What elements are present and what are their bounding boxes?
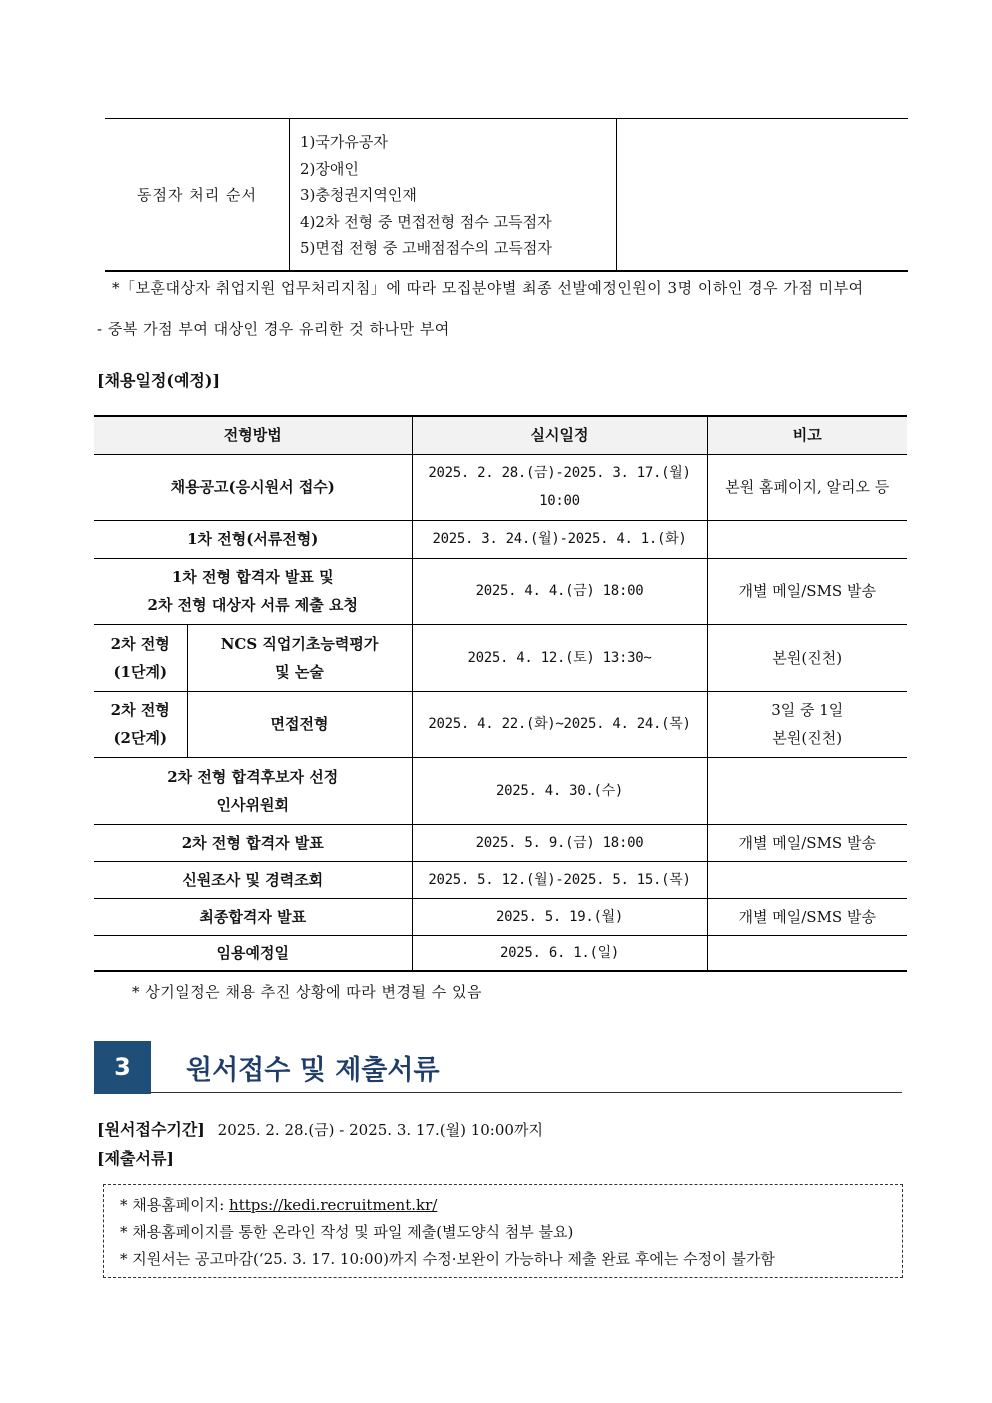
application-period [97,1117,543,1140]
sub-method-cell [187,624,412,691]
note-cell [707,757,907,824]
table-row [94,691,907,757]
method-cell: 최종합격자 발표 [94,898,412,935]
date-cell: 2025. 5. 12.(월)-2025. 5. 15.(목) [412,861,707,898]
table-row [94,454,907,520]
note-line: 3일 중 1일 [771,701,844,719]
list-item: 3)충청권지역인재 [300,186,417,204]
tie-break-empty [617,119,909,271]
note-cell [707,520,907,558]
method-cell: 1차 전형(서류전형) [94,520,412,558]
group-line: 2차 전형 [110,634,170,653]
date-cell: 2025. 5. 9.(금) 18:00 [412,824,707,861]
method-cell [94,757,412,824]
group-cell [94,624,187,691]
schedule-footnote: * 상기일정은 채용 추진 상황에 따라 변경될 수 있음 [132,983,482,1001]
docs-label: [제출서류] [97,1149,174,1168]
period-value: 2025. 2. 28.(금) - 2025. 3. 17.(월) 10:00까지 [217,1121,543,1139]
veterans-note: *「보훈대상자 취업지원 업무처리지침」에 따라 모집분야별 최종 선발예정인원이 3명 이하인 경우 가점 미부여 [112,279,864,297]
date-cell: 2025. 3. 24.(월)-2025. 4. 1.(화) [412,520,707,558]
table-row [94,898,907,935]
date-cell: 2025. 6. 1.(일) [412,935,707,971]
header-date: 실시일정 [412,416,707,454]
date-cell: 2025. 2. 28.(금)-2025. 3. 17.(월) 10:00 [412,454,707,520]
table-row [94,935,907,971]
date-cell: 2025. 4. 4.(금) 18:00 [412,558,707,624]
online-submit-line: * 채용홈페이지를 통한 온라인 작성 및 파일 제출(별도양식 첨부 불요) [120,1223,574,1241]
note-cell [707,861,907,898]
section-divider [151,1092,902,1093]
homepage-link[interactable]: https://kedi.recruitment.kr/ [229,1196,438,1214]
note-line: 본원(진천) [772,729,843,747]
table-row [94,558,907,624]
method-cell [94,558,412,624]
group-line: (1단계) [113,662,168,681]
table-row [94,757,907,824]
group-line: (2단계) [113,729,168,747]
table-row [94,824,907,861]
note-cell: 본원 홈페이지, 알리오 등 [707,454,907,520]
table-header-row [94,416,907,454]
method-cell: 2차 전형 합격자 발표 [94,824,412,861]
tie-break-label: 동점자 처리 순서 [105,119,290,271]
note-cell: 본원(진천) [707,624,907,691]
method-line: 2차 전형 합격후보자 선정 [167,767,339,786]
method-cell: 채용공고(응시원서 접수) [94,454,412,520]
sub-method-cell: 면접전형 [187,691,412,757]
tie-break-list [290,119,617,271]
note-cell: 개별 메일/SMS 발송 [707,898,907,935]
table-row [94,861,907,898]
method-line: 인사위원회 [216,795,289,814]
sub-method-line: 및 논술 [275,662,324,681]
schedule-table [94,415,907,972]
group-line: 2차 전형 [110,701,170,719]
header-method: 전형방법 [94,416,412,454]
section-title: 원서접수 및 제출서류 [186,1055,440,1086]
submission-info-box [103,1184,903,1278]
table-row [94,624,907,691]
tie-break-table [105,118,908,272]
homepage-label: * 채용홈페이지: [120,1196,230,1214]
method-cell: 신원조사 및 경력조회 [94,861,412,898]
group-cell [94,691,187,757]
list-item: 4)2차 전형 중 면접전형 점수 고득점자 [300,212,552,231]
list-item: 1)국가유공자 [300,133,388,151]
header-note: 비고 [707,416,907,454]
list-item: 2)장애인 [300,159,359,178]
date-cell: 2025. 4. 30.(수) [412,757,707,824]
duplicate-note: - 중복 가점 부여 대상인 경우 유리한 것 하나만 부여 [97,320,450,338]
list-item: 5)면접 전형 중 고배점점수의 고득점자 [300,239,552,257]
sub-method-line: NCS 직업기초능력평가 [220,634,379,653]
date-cell: 2025. 5. 19.(월) [412,898,707,935]
method-line: 1차 전형 합격자 발표 및 [171,568,334,586]
date-cell: 2025. 4. 22.(화)~2025. 4. 24.(목) [412,691,707,757]
table-row [94,520,907,558]
date-cell: 2025. 4. 12.(토) 13:30~ [412,624,707,691]
section-number: 3 [94,1041,151,1094]
method-line: 2차 전형 대상자 서류 제출 요청 [147,596,358,614]
note-cell: 개별 메일/SMS 발송 [707,558,907,624]
note-cell [707,691,907,757]
edit-deadline-line: * 지원서는 공고마감(‘25. 3. 17. 10:00)까지 수정·보완이 가능하나 제출 완료 후에는 수정이 불가함 [120,1250,775,1268]
note-cell [707,935,907,971]
note-cell: 개별 메일/SMS 발송 [707,824,907,861]
schedule-heading: [채용일정(예정)] [97,371,221,390]
homepage-line [120,1194,437,1215]
method-cell: 임용예정일 [94,935,412,971]
period-label: [원서접수기간] [97,1120,205,1139]
